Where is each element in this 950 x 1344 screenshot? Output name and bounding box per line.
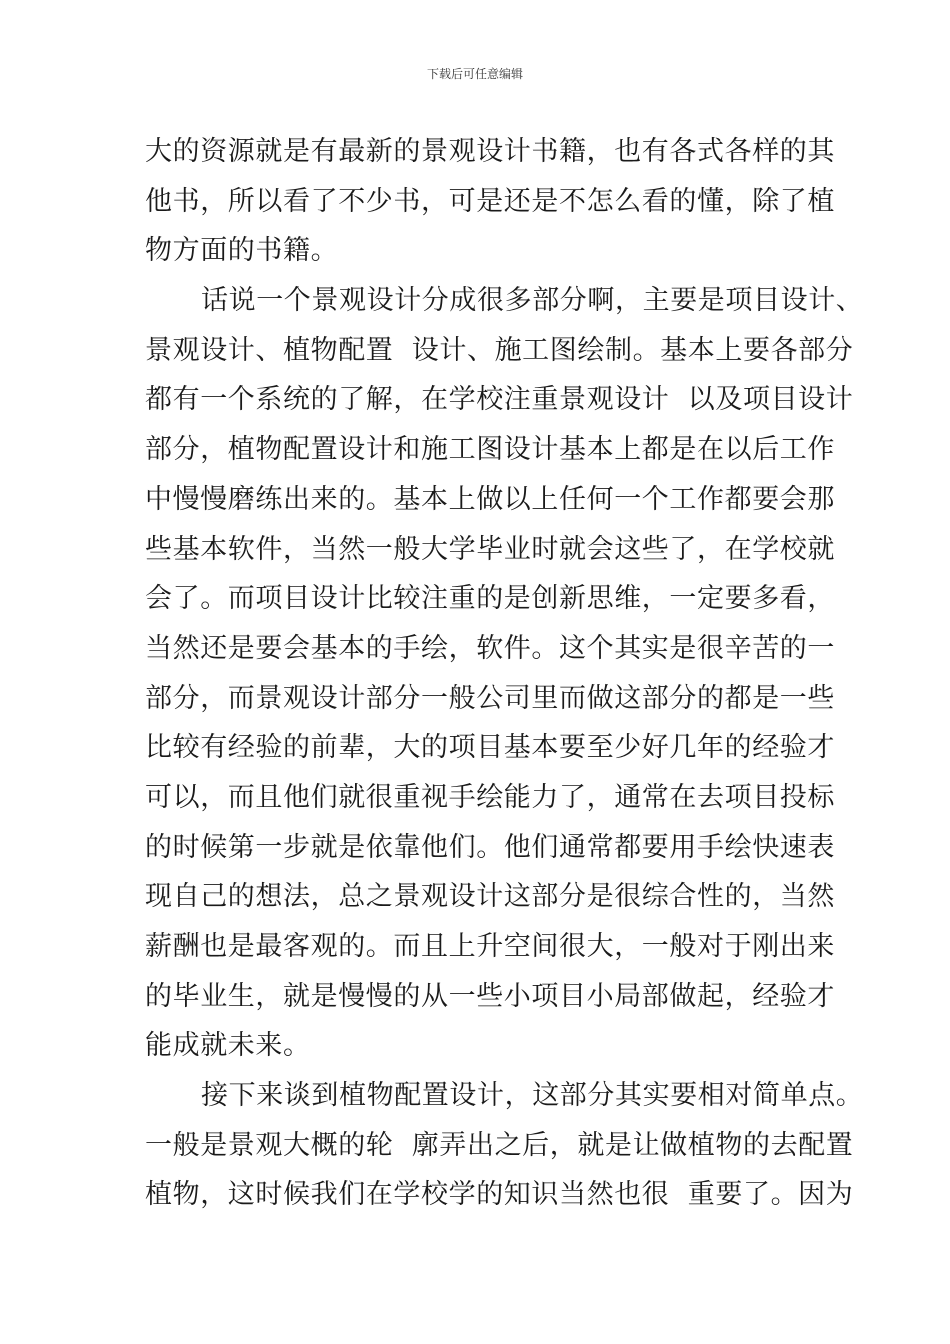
text-line: 植物，这时候我们在学校学的知识当然也很 重要了。因为 (145, 1179, 854, 1211)
text-line: 物方面的书籍。 (145, 235, 339, 267)
text-line: 比较有经验的前辈，大的项目基本要至少好几年的经验才 (145, 732, 835, 764)
text-line: 一般是景观大概的轮 廓弄出之后，就是让做植物的去配置 (145, 1129, 854, 1161)
page-header-note: 下载后可任意编辑 (426, 67, 523, 81)
text-line: 可以，而且他们就很重视手绘能力了，通常在去项目投标 (145, 781, 835, 813)
paragraph-start-line: 话说一个景观设计分成很多部分啊，主要是项目设计、 (201, 285, 864, 317)
text-line: 薪酬也是最客观的。而且上升空间很大，一般对于刚出来 (145, 931, 835, 962)
text-line: 些基本软件，当然一般大学毕业时就会这些了，在学校就 (145, 533, 835, 565)
text-line: 他书，所以看了不少书，可是还是不怎么看的懂，除了植 (145, 185, 835, 217)
text-line: 大的资源就是有最新的景观设计书籍，也有各式各样的其 (145, 136, 835, 167)
text-line: 会了。而项目设计比较注重的是创新思维，一定要多看， (145, 583, 835, 615)
paragraph-start-line: 接下来谈到植物配置设计，这部分其实要相对简单点。 (201, 1080, 864, 1112)
text-line: 能成就未来。 (145, 1030, 311, 1062)
text-line: 现自己的想法，总之景观设计这部分是很综合性的，当然 (145, 881, 835, 913)
text-line: 当然还是要会基本的手绘，软件。这个其实是很辛苦的一 (145, 632, 835, 664)
text-line: 中慢慢磨练出来的。基本上做以上任何一个工作都要会那 (145, 483, 835, 515)
text-line: 部分，而景观设计部分一般公司里而做这部分的都是一些 (145, 682, 835, 714)
text-line: 景观设计、植物配置 设计、施工图绘制。基本上要各部分 (145, 334, 854, 366)
text-line: 部分，植物配置设计和施工图设计基本上都是在以后工作 (145, 434, 835, 466)
body-text (145, 127, 863, 1220)
text-line: 的时候第一步就是依靠他们。他们通常都要用手绘快速表 (145, 831, 835, 863)
text-line: 的毕业生，就是慢慢的从一些小项目小局部做起，经验才 (145, 980, 835, 1012)
text-line: 都有一个系统的了解，在学校注重景观设计 以及项目设计 (145, 384, 854, 416)
